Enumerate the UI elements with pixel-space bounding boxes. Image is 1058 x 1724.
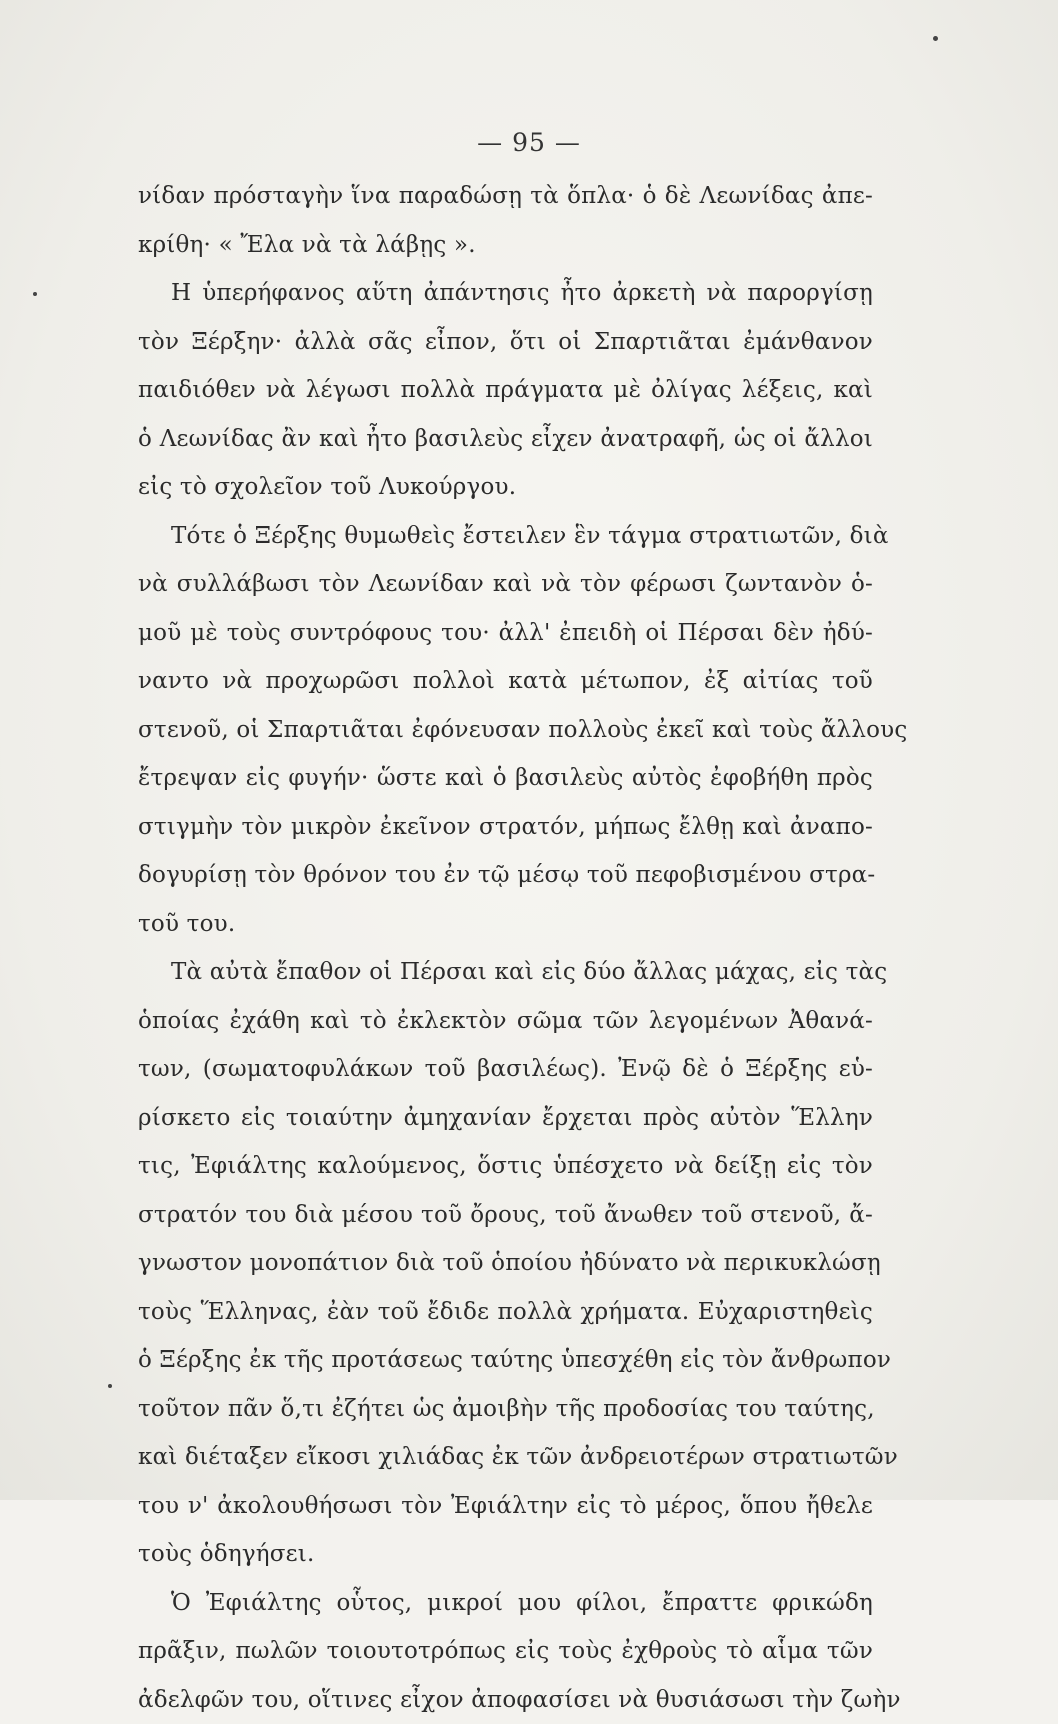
text-line: του ν' ἀκολουθήσωσι τὸν Ἐφιάλτην εἰς τὸ μέρος, ὅπου ἤθελε <box>138 1482 873 1531</box>
text-line: ναντο νὰ προχωρῶσι πολλοὶ κατὰ μέτωπον, ἐξ αἰτίας τοῦ <box>138 657 873 706</box>
text-line: νὰ συλλάβωσι τὸν Λεωνίδαν καὶ νὰ τὸν φέρωσι ζωντανὸν ὁ- <box>138 560 873 609</box>
text-line: στενοῦ, οἱ Σπαρτιᾶται ἐφόνευσαν πολλοὺς ἐκεῖ καὶ τοὺς ἄλλους <box>138 706 873 755</box>
text-line: ἔτρεψαν εἰς φυγήν· ὥστε καὶ ὁ βασιλεὺς αὐτὸς ἐφοβήθη πρὸς <box>138 754 873 803</box>
text-line: κρίθη· « Ἔλα νὰ τὰ λάβῃς ». <box>138 221 873 270</box>
text-line: ρίσκετο εἰς τοιαύτην ἀμηχανίαν ἔρχεται πρὸς αὐτὸν Ἕλλην <box>138 1094 873 1143</box>
text-line: τὸν Ξέρξην· ἀλλὰ σᾶς εἶπον, ὅτι οἱ Σπαρτιᾶται ἐμάνθανον <box>138 318 873 367</box>
text-line: μοῦ μὲ τοὺς συντρόφους του· ἀλλ' ἐπειδὴ οἱ Πέρσαι δὲν ἠδύ- <box>138 609 873 658</box>
text-line: ὁ Ξέρξης ἐκ τῆς προτάσεως ταύτης ὑπεσχέθη εἰς τὸν ἄνθρωπον <box>138 1336 873 1385</box>
text-line: Τότε ὁ Ξέρξης θυμωθεὶς ἔστειλεν ἓν τάγμα στρατιωτῶν, διὰ <box>138 512 873 561</box>
text-line: εἰς τὸ σχολεῖον τοῦ Λυκούργου. <box>138 463 873 512</box>
text-line: ἀδελφῶν του, οἵτινες εἶχον ἀποφασίσει νὰ θυσιάσωσι τὴν ζωὴν <box>138 1676 873 1724</box>
text-line: στιγμὴν τὸν μικρὸν ἐκεῖνον στρατόν, μήπως ἔλθῃ καὶ ἀναπο- <box>138 803 873 852</box>
ink-speck <box>33 292 37 296</box>
text-line: τις, Ἐφιάλτης καλούμενος, ὅστις ὑπέσχετο νὰ δείξῃ εἰς τὸν <box>138 1142 873 1191</box>
text-line: δογυρίσῃ τὸν θρόνον του ἐν τῷ μέσῳ τοῦ πεφοβισμένου στρα- <box>138 851 873 900</box>
body-text <box>138 172 873 1724</box>
text-line: Τὰ αὐτὰ ἔπαθον οἱ Πέρσαι καὶ εἰς δύο ἄλλας μάχας, εἰς τὰς <box>138 948 873 997</box>
text-line: τοὺς Ἕλληνας, ἐὰν τοῦ ἔδιδε πολλὰ χρήματα. Εὐχαριστηθεὶς <box>138 1288 873 1337</box>
text-line: ὁποίας ἐχάθη καὶ τὸ ἐκλεκτὸν σῶμα τῶν λεγομένων Ἀθανά- <box>138 997 873 1046</box>
page-number: — 95 — <box>0 128 1058 157</box>
text-line: καὶ διέταξεν εἴκοσι χιλιάδας ἐκ τῶν ἀνδρειοτέρων στρατιωτῶν <box>138 1433 873 1482</box>
text-line: Ὁ Ἐφιάλτης οὗτος, μικροί μου φίλοι, ἔπραττε φρικώδη <box>138 1579 873 1628</box>
text-line: παιδιόθεν νὰ λέγωσι πολλὰ πράγματα μὲ ὀλίγας λέξεις, καὶ <box>138 366 873 415</box>
text-line: Η ὑπερήφανος αὕτη ἀπάντησις ἦτο ἀρκετὴ νὰ παροργίσῃ <box>138 269 873 318</box>
text-line: ὁ Λεωνίδας ἂν καὶ ἦτο βασιλεὺς εἶχεν ἀνατραφῆ, ὡς οἱ ἄλλοι <box>138 415 873 464</box>
text-line: γνωστον μονοπάτιον διὰ τοῦ ὁποίου ἠδύνατο νὰ περικυκλώσῃ <box>138 1239 873 1288</box>
text-line: των, (σωματοφυλάκων τοῦ βασιλέως). Ἐνῷ δὲ ὁ Ξέρξης εὑ- <box>138 1045 873 1094</box>
ink-speck <box>108 1384 112 1388</box>
text-line: τοῦτον πᾶν ὅ,τι ἐζήτει ὡς ἀμοιβὴν τῆς προδοσίας του ταύτης, <box>138 1385 873 1434</box>
ink-speck <box>933 36 938 41</box>
text-line: τοὺς ὁδηγήσει. <box>138 1530 873 1579</box>
text-line: στρατόν του διὰ μέσου τοῦ ὄρους, τοῦ ἄνωθεν τοῦ στενοῦ, ἄ- <box>138 1191 873 1240</box>
text-line: νίδαν πρόσταγὴν ἵνα παραδώσῃ τὰ ὅπλα· ὁ δὲ Λεωνίδας ἀπε- <box>138 172 873 221</box>
text-line: πρᾶξιν, πωλῶν τοιουτοτρόπως εἰς τοὺς ἐχθροὺς τὸ αἷμα τῶν <box>138 1627 873 1676</box>
text-line: τοῦ του. <box>138 900 873 949</box>
